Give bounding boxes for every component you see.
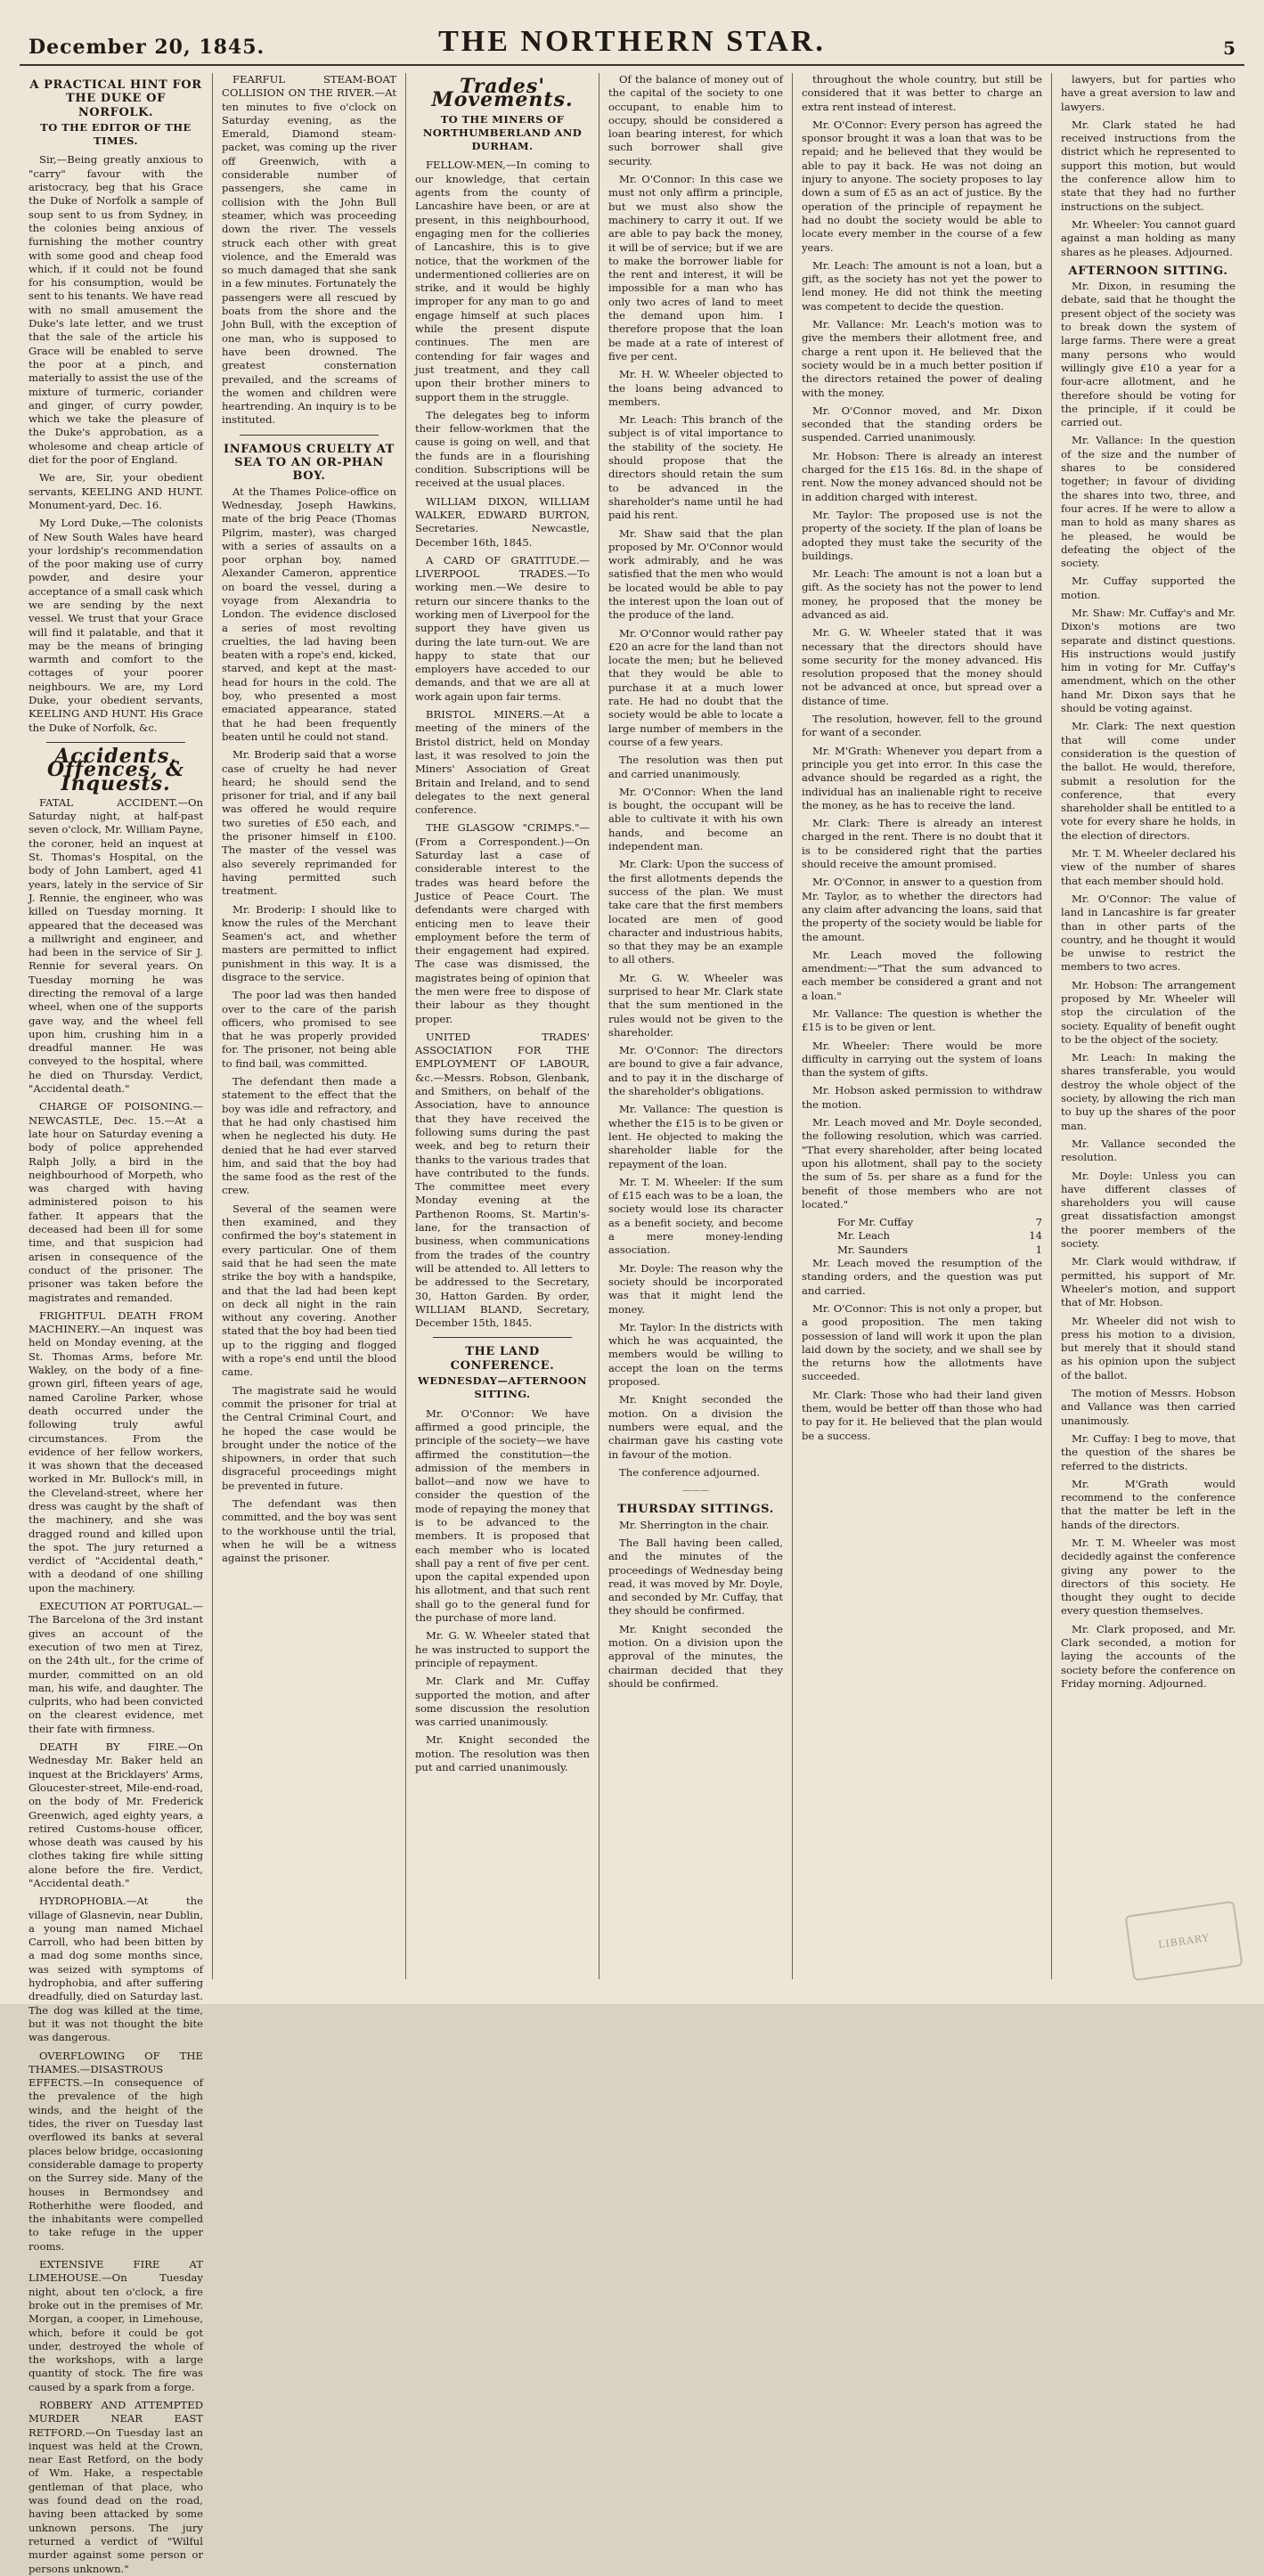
paragraph: The defendant was then committed, and the boy was sent to the workhouse until the trial, when he will be a witness against the prisoner. <box>222 1496 396 1565</box>
paragraph: lawyers, but for parties who have a great aversion to law and lawyers. <box>1061 73 1235 113</box>
issue-date: December 20, 1845. <box>29 36 265 59</box>
paragraph: Mr. Wheeler: You cannot guard against a man holding as many shares as he pleases. Adjourned. <box>1061 217 1235 258</box>
divider <box>433 1337 572 1338</box>
divider <box>46 742 185 743</box>
paragraph: Mr. Vallance: The question is whether the £15 is to be given or lent. He objected to making the shareholder liable for the repayment of the loan. <box>608 1103 783 1170</box>
paragraph: Mr. Leach: This branch of the subject is of vital importance to the stability of the society. He should propose that the directors should retain the sum to be advanced in the shareholder's name until he had paid his rent. <box>608 413 783 522</box>
paragraph: Mr. Vallance seconded the resolution. <box>1061 1137 1235 1164</box>
paragraph: My Lord Duke,—The colonists of New South Wales have heard your lordship's recommendation of the poor making use of curry powder, and desire your acceptance of a small cask which we are sending by the next vessel. We trust that your Grace will find it palatable, and that it may be the means of bringing warmth and comfort to the cottages of your poorer neighbours. We are, my Lord Duke, your obedient servants, KEELING AND HUNT. His Grace the Duke of Norfolk, &c. <box>29 517 203 734</box>
paragraph: Mr. M'Grath would recommend to the conference that the matter be left in the hands of the directors. <box>1061 1477 1235 1531</box>
paragraph: Mr. Sherrington in the chair. <box>619 1518 770 1531</box>
paragraph: Mr. Leach: The amount is not a loan but a gift. As the society has not the power to lend money, he proposed that the money be advanced as aid. <box>802 567 1042 621</box>
paragraph: Mr. H. W. Wheeler objected to the loans being advanced to members. <box>608 368 783 408</box>
article-subhead: WEDNESDAY—AFTERNOON SITTING. <box>418 1374 587 1401</box>
paragraph: Mr. Clark would withdraw, if permitted, his support of Mr. Wheeler's motion, and support that of Mr. Hobson. <box>1061 1255 1235 1309</box>
paragraph: Mr. Knight seconded the motion. The resolution was then put and carried unanimously. <box>415 1733 590 1774</box>
paragraph: Mr. G. W. Wheeler was surprised to hear Mr. Clark state that the sum mentioned in the rules would not be given to the shareholder. <box>608 971 783 1039</box>
paragraph: Mr. Wheeler did not wish to press his motion to a division, but merely that it should stand as his opinion upon the subject of the ballot. <box>1061 1314 1235 1382</box>
paragraph: At the Thames Police-office on Wednesday, Joseph Hawkins, mate of the brig Peace (Thomas Pilgrim, master), was charged with a series of assaults on a poor orphan boy, named Alexander Cameron, apprentice on board the vessel, during a voyage from Alexandria to London. The evidence disclosed a series of most revolting cruelties, the lad having been beaten with a rope's end, kicked, starved, and kept at the mast-head for hours in the cold. The boy, who presented a most emaciated appearance, stated that he had been frequently beaten until he could not stand. <box>222 485 396 743</box>
paragraph: Mr. Taylor: The proposed use is not the property of the society. If the plan of loans be adopted they must take the security of the buildings. <box>802 508 1042 562</box>
paragraph: Mr. Shaw: Mr. Cuffay's and Mr. Dixon's motions are two separate and distinct questions. His instructions would justify him in voting for Mr. Cuffay's amendment, which on the other hand Mr. Dixon says that he should be voting against. <box>1061 606 1235 715</box>
article-headline: A PRACTICAL HINT FOR THE DUKE OF NORFOLK. <box>29 78 202 119</box>
masthead <box>20 20 1244 66</box>
paragraph: Mr. Hobson: The arrangement proposed by Mr. Wheeler will stop the circulation of the society. Equality of benefit ought to be the object of the society. <box>1061 978 1235 1046</box>
paragraph: Sir,—Being greatly anxious to "carry" favour with the aristocracy, beg that his Grace the Duke of Norfolk a sample of soup sent to us from Sydney, in the colonies being anxious of furnishing the mother country with some good and cheap food which, if it could not be found for his consumption, would be sent to his tenants. We have read with no small amusement the Duke's late letter, and we trust that the sale of the article his Grace will be enabled to serve the poor at a pinch, and materially to assist the use of the mixture of turmeric, coriander and ginger, of curry powder, which we take the pleasure of the Duke's approbation, as a wholesome and cheap article of diet for the poor of England. <box>29 153 203 467</box>
paragraph: BRISTOL MINERS.—At a meeting of the miners of the Bristol district, held on Monday last, it was resolved to join the Miners' Association of Great Britain and Ireland, and to send delegates to the next general conference. <box>415 708 590 817</box>
paragraph: Mr. O'Connor: This is not only a proper, but a good proposition. The men taking possession of land will work it upon the plan laid down by the society, and we shall see by the returns how the allotments have succeeded. <box>802 1301 1042 1383</box>
paragraph: The delegates beg to inform their fellow-workmen that the cause is going on well, and that the funds are in a flourishing condition. Subscriptions will be received at the usual places. <box>415 408 590 490</box>
paragraph: We are, Sir, your obedient servants, KEELING AND HUNT. Monument-yard, Dec. 16. <box>29 471 203 511</box>
paragraph: Mr. Dixon, in resuming the debate, said that he thought the present object of the society was to break down the system of large farms. There were a great many persons who would willingly give £10 a year for a four-acre allotment, and he therefore should be voting for the principle, if it could be carried out. <box>1061 280 1235 429</box>
paragraph: Mr. Doyle: Unless you can have different classes of shareholders you will cause great dissatisfaction amongst the poorer members of the society. <box>1061 1169 1235 1251</box>
paragraph: The conference adjourned. <box>619 1465 761 1479</box>
paragraph: HYDROPHOBIA.—At the village of Glasnevin, near Dublin, a young man named Michael Carroll, who had been bitten by a mad dog some months since, was seized with symptoms of hydrophobia, and after suffering dreadfully, died on Saturday last. The dog was killed at the time, but it was not thought the bite was dangerous. <box>29 1895 203 2044</box>
paragraph: WILLIAM DIXON, WILLIAM WALKER, EDWARD BURTON, Secretaries. Newcastle, December 16th, 1845. <box>415 494 590 549</box>
article-headline: AFTERNOON SITTING. <box>1068 264 1228 278</box>
vote-count: 1 <box>1035 1243 1042 1256</box>
paragraph: Mr. Leach: In making the shares transferable, you would destroy the whole object of the society, by allowing the rich man to buy up the shares of the poor man. <box>1061 1051 1235 1132</box>
paragraph: FATAL ACCIDENT.—On Saturday night, at half-past seven o'clock, Mr. William Payne, the coroner, held an inquest at St. Thomas's Hospital, on the body of John Lambert, aged 41 years, lately in the service of Sir J. Rennie, the engineer, who was killed on Tuesday morning. It appeared that the deceased was a millwright and engineer, and had been in the service of Sir J. Rennie for several years. On Tuesday morning he was directing the removal of a large wheel, when one of the supports gave way, and the wheel fell upon him, crushing him in a dreadful manner. He was conveyed to the hospital, where he died on Thursday. Verdict, "Accidental death." <box>29 795 204 1096</box>
paragraph: Mr. Vallance: Mr. Leach's motion was to give the members their allotment free, and charge a rent upon it. He believed that the society would be in a much better position if the directors retained the power of dealing with the money. <box>802 318 1042 399</box>
division-results <box>802 1216 1042 1257</box>
paragraph: Mr. Clark: There is already an interest charged in the rent. There is no doubt that it is to be considered right that the parties should receive the amount promised. <box>802 817 1042 871</box>
paragraph: EXECUTION AT PORTUGAL.—The Barcelona of the 3rd instant gives an account of the execution of two men at Tirez, on the 24th ult., for the crime of murder, committed on an old man, his wife, and daughter. The culprits, who had been convicted on the clearest evidence, met their fate with firmness. <box>29 1600 203 1735</box>
vote-row <box>837 1229 1042 1243</box>
paragraph: Mr. Leach: The amount is not a loan, but a gift, as the society has not yet the power to lend money. He did not think the meeting was competent to decide the question. <box>802 258 1042 313</box>
vote-name: Mr. Leach <box>837 1229 890 1243</box>
newspaper-title: THE NORTHERN STAR. <box>438 25 826 58</box>
paragraph: The magistrate said he would commit the prisoner for trial at the Central Criminal Court, and he hoped the case would be brought under the notice of the shipowners, in order that such disgraceful proceedings might be prevented in future. <box>222 1383 396 1492</box>
paragraph: Mr. O'Connor: The value of land in Lancashire is far greater than in other parts of the country, and he thought it would be unwise to restrict the members to two acres. <box>1061 892 1235 974</box>
paragraph: Mr. Leach moved the following amendment:—"That the sum advanced to each member be considered a grant and not a loan." <box>802 948 1042 1002</box>
paragraph: DEATH BY FIRE.—On Wednesday Mr. Baker held an inquest at the Bricklayers' Arms, Gloucester-street, Mile-end-road, on the body of Mr. Frederick Greenwich, aged eighty years, a retired Customs-house officer, whose death was caused by his clothes taking fire while sitting alone before the fire. Verdict, "Accidental death." <box>29 1740 203 1889</box>
paragraph: Mr. O'Connor: The directors are bound to give a fair advance, and to pay it in the discharge of the shareholder's obligations. <box>608 1044 783 1098</box>
article-headline: INFAMOUS CRUELTY AT SEA TO AN OR-PHAN BOY. <box>224 442 395 484</box>
paragraph: FRIGHTFUL DEATH FROM MACHINERY.—An inquest was held on Monday evening, at the St. Thomas Arms, before Mr. Wakley, on the body of a fine-grown girl, fifteen years of age, named Caroline Parker, whose death occurred under the following truly awful circumstances. From the evidence of her fellow workers, it was shown that the deceased worked in Mr. Bullock's mill, in the Cleveland-street, where her dress was caught by the shaft of the machinery, and she was dragged round and killed upon the spot. The jury returned a verdict of "Accidental death," with a deodand of one shilling upon the machinery. <box>29 1308 203 1594</box>
paragraph: Mr. Clark and Mr. Cuffay supported the motion, and after some discussion the resolution was carried unanimously. <box>415 1675 590 1729</box>
paragraph: Mr. Broderip: I should like to know the rules of the Merchant Seamen's act, and whether masters are permitted to inflict punishment in this way. It is a disgrace to the service. <box>222 902 396 983</box>
paragraph: Mr. Broderip said that a worse case of cruelty he had never heard; he should send the prisoner for trial, and if any bail was offered he would require two sureties of £50 each, and the prisoner himself in £100. The master of the vessel was also severely reprimanded for having permitted such treatment. <box>222 748 396 898</box>
paragraph: The resolution, however, fell to the ground for want of a seconder. <box>802 713 1042 739</box>
paragraph: Mr. Hobson: There is already an interest charged for the £15 16s. 8d. in the shape of rent. Now the money advanced should not be in addition charged with interest. <box>802 449 1042 503</box>
paragraph: The resolution was then put and carried unanimously. <box>608 754 783 780</box>
paragraph: Mr. Knight seconded the motion. On a division upon the approval of the minutes, the chairman decided that they should be confirmed. <box>608 1622 783 1690</box>
paragraph: Of the balance of money out of the capital of the society to one occupant, to enable him to occupy, should be considered a loan bearing interest, for which such borrower shall give security. <box>608 73 783 167</box>
paragraph: Mr. T. M. Wheeler declared his view of the number of shares that each member should hold. <box>1061 847 1235 887</box>
paragraph: Mr. O'Connor, in answer to a question from Mr. Taylor, as to whether the directors had any claim after advancing the loans, said that the property of the society would be liable for the amount. <box>802 876 1042 943</box>
paragraph: Mr. Cuffay: I beg to move, that the question of the shares be referred to the districts. <box>1061 1431 1235 1472</box>
column-3 <box>406 73 599 1979</box>
vote-count: 14 <box>1029 1229 1042 1243</box>
paragraph: UNITED TRADES' ASSOCIATION FOR THE EMPLOYMENT OF LABOUR, &c.—Messrs. Robson, Glenbank, and Smithers, on behalf of the Association, have to announce that they have received the following sums during the past week, and beg to return their thanks to the various trades that have contributed to the funds. The committee meet every Monday evening at the Parthenon Rooms, St. Martin's-lane, for the transaction of business, when communications from the trades of the country will be attended to. All letters to be addressed to the Secretary, 30, Hatton Garden. By order, WILLIAM BLAND, Secretary, December 15th, 1845. <box>415 1030 590 1330</box>
paragraph: Mr. Leach moved and Mr. Doyle seconded, the following resolution, which was carried. "That every shareholder, after being located upon his allotment, shall pay to the society the sum of 5s. per share as a fund for the benefit of those members who are not located." <box>802 1116 1042 1211</box>
paragraph: Mr. Leach moved the resumption of the standing orders, and the question was put and carried. <box>802 1257 1042 1297</box>
column-5 <box>793 73 1052 1979</box>
paragraph: FELLOW-MEN,—In coming to our knowledge, that certain agents from the county of Lancashire have been, or are at present, in this neighbourhood, engaging men for the collieries of Lancashire, this is to give notice, that the workmen of the undermentioned collieries are on strike, and it would be highly improper for any man to go and engage himself at such places while the present dispute continues. The men are contending for fair wages and just treatment, and they call upon their brother miners to support them in the struggle. <box>415 159 590 404</box>
paragraph: Mr. Cuffay supported the motion. <box>1061 575 1235 601</box>
vote-count: 7 <box>1035 1216 1042 1229</box>
vote-row <box>837 1216 1042 1229</box>
paragraph: Mr. Clark: The next question that will come under consideration is the question of the ballot. He would, therefore, submit a resolution for the conference, that every shareholder shall be entitled to a vote for every share he holds, in the election of directors. <box>1061 720 1235 842</box>
paragraph: Mr. O'Connor: Every person has agreed the sponsor brought it was a loan that was to be repaid; and he believed that they would be able to pay it back. He was not doing an injury to anyone. The society proposes to lay down a sum of £5 as an act of justice. By the operation of the principle of repayment he had no doubt the society would be able to locate every member in the course of a few years. <box>802 118 1042 254</box>
paragraph: Mr. M'Grath: Whenever you depart from a principle you get into error. In this case the advance should be regarded as a right, the individual has an inalienable right to receive the money, as he has to receive the land. <box>802 744 1042 811</box>
section-heading: Trades' Movements. <box>431 75 574 112</box>
paragraph: The defendant then made a statement to the effect that the boy was idle and refractory, and that he had only chastised him when he neglected his duty. He denied that he had ever starved him, and said that the boy had the same food as the rest of the crew. <box>222 1075 396 1197</box>
column-1 <box>20 73 213 2575</box>
paragraph: Mr. Clark: Upon the success of the first allotments depends the success of the plan. We must take care that the first members located are men of good character and industrious habits, so that they may be an example to all others. <box>608 858 783 966</box>
column-4 <box>599 73 793 1979</box>
article-subhead: TO THE EDITOR OF THE TIMES. <box>40 120 192 148</box>
article-headline: THE LAND CONFERENCE. <box>450 1345 555 1373</box>
paragraph: THE GLASGOW "CRIMPS."—(From a Correspondent.)—On Saturday last a case of considerable interest to the trades was heard before the Justice of Peace Court. The defendants were charged with enticing men to leave their employment before the term of their engagement had expired. The case was dismissed, the magistrates being of opinion that the men were free to dispose of their labour as they thought proper. <box>415 821 590 1025</box>
paragraph: Mr. Taylor: In the districts with which he was acquainted, the members would be willing to accept the loan on the terms proposed. <box>608 1320 783 1389</box>
section-heading: Accidents, Offences, & Inquests. <box>46 744 185 795</box>
paragraph: Mr. T. M. Wheeler was most decidedly against the conference giving any power to the directors of this society. He thought they ought to decide every question themselves. <box>1061 1536 1235 1618</box>
paragraph: FEARFUL STEAM-BOAT COLLISION ON THE RIVER.—At ten minutes to five o'clock on Saturday evening, as the Emerald, Diamond steam-packet, was coming up the river off Greenwich, with a considerable number of passengers, she came in collision with the John Bull steamer, which was proceeding down the river. The vessels struck each other with great violence, and the Emerald was so much damaged that she sank in a few minutes. Fortunately the passengers were all rescued by boats from the shore and the John Bull, with the exception of one man, who is supposed to have been drowned. The greatest consternation prevailed, and the screams of the women and children were heartrending. An inquiry is to be instituted. <box>222 73 396 427</box>
paragraph: Mr. Clark stated he had received instructions from the district which he represented to support this motion, but would the conference allow him to state that they had no further instructions on the subject. <box>1061 118 1235 213</box>
paragraph: Mr. Vallance: In the question of the size and the number of shares to be considered together; in favour of dividing the shares into two, three, and four acres. If he were to allow a man to hold as many shares as he pleased, he would be defeating the object of the society. <box>1061 434 1235 570</box>
paragraph: Mr. Hobson asked permission to withdraw the motion. <box>802 1084 1042 1111</box>
paragraph: The poor lad was then handed over to the care of the parish officers, who promised to see that he was properly provided for. The prisoner, not being able to find bail, was committed. <box>222 989 396 1070</box>
paragraph: Mr. Wheeler: There would be more difficulty in carrying out the system of loans than the system of gifts. <box>802 1039 1042 1080</box>
page-number: 5 <box>1223 37 1235 59</box>
paragraph: CHARGE OF POISONING.—NEWCASTLE, Dec. 15.—At a late hour on Saturday evening a body of police apprehended Ralph Jolly, a bird in the neighbourhood of Morpeth, who was charged with having administered poison to his father. It appears that the deceased had been ill for some time, and that suspicion had arisen in consequence of the conduct of the prisoner. The prisoner was taken before the magistrates and remanded. <box>29 1100 203 1304</box>
paragraph: Mr. O'Connor: When the land is bought, the occupant will be able to cultivate it with his own hands, and become an independent man. <box>608 785 783 853</box>
paragraph: Mr. Shaw said that the plan proposed by Mr. O'Connor would work admirably, and he was satisfied that the men who would be located would be able to pay the interest upon the loan out of the produce of the land. <box>608 526 783 622</box>
vote-name: For Mr. Cuffay <box>837 1216 914 1229</box>
paragraph: Mr. Clark proposed, and Mr. Clark seconded, a motion for laying the accounts of the society before the conference on Friday morning. Adjourned. <box>1061 1622 1235 1690</box>
paragraph: Mr. G. W. Wheeler stated that it was necessary that the directors should have some security for the money advanced. His resolution proposed that the money should not be advanced at once, but spread over a distance of time. <box>802 626 1042 707</box>
column-2 <box>213 73 406 1979</box>
paragraph: Mr. O'Connor would rather pay £20 an acre for the land than not locate the men; but he believed that they would be able to purchase it at a much lower rate. He had no doubt that the society would be able to locate a large number of members in the course of a few years. <box>608 626 783 748</box>
paragraph: ROBBERY AND ATTEMPTED MURDER NEAR EAST RETFORD.—On Tuesday last an inquest was held at the Crown, near East Retford, on the body of Wm. Hake, a respectable gentleman of that place, who was found dead on the road, having been attacked by some unknown persons. The jury returned a verdict of "Wilful murder against some person or persons unknown." <box>29 2398 203 2575</box>
paragraph: Mr. Vallance: The question is whether the £15 is to be given or lent. <box>802 1007 1042 1034</box>
divider <box>240 435 379 436</box>
divider: ——— <box>682 1486 709 1496</box>
paragraph: throughout the whole country, but still be considered that it was better to charge an extra rent instead of interest. <box>802 73 1042 113</box>
paragraph: Mr. Doyle: The reason why the society should be incorporated was that it might lend the money. <box>608 1261 783 1316</box>
paragraph: EXTENSIVE FIRE AT LIMEHOUSE.—On Tuesday night, about ten o'clock, a fire broke out in the premises of Mr. Morgan, a cooper, in Limehouse, which, before it could be got under, destroyed the whole of the workshops, with a large quantity of stock. The fire was caused by a spark from a forge. <box>29 2258 203 2393</box>
columns <box>20 73 1244 2575</box>
vote-name: Mr. Saunders <box>837 1243 909 1256</box>
paragraph: Mr. Knight seconded the motion. On a division the numbers were equal, and the chairman gave his casting vote in favour of the motion. <box>608 1393 783 1461</box>
paragraph: Mr. O'Connor: In this case we must not only affirm a principle, but we must also show the machinery to carry it out. If we are able to pay back the money, it will be of service; but if we are to make the borrower liable for the rent and interest, it will be impossible for a man who has only two acres of land to meet the demand upon him. I therefore propose that the loan be made at a rate of interest of five per cent. <box>608 173 783 363</box>
paragraph: Several of the seamen were then examined, and they confirmed the boy's statement in every particular. One of them said that he had seen the mate strike the boy with a handspike, and that the lad had been kept on deck all night in the rain without any covering. Another stated that the boy had been tied up to the rigging and flogged with a rope's end until the blood came. <box>222 1202 396 1379</box>
paragraph: The motion of Messrs. Hobson and Vallance was then carried unanimously. <box>1061 1387 1235 1427</box>
paragraph: A CARD OF GRATITUDE.—LIVERPOOL TRADES.—To working men.—We desire to return our sincere thanks to the working men of Liverpool for the support they have given us during the late turn-out. We are happy to state that our employers have acceded to our demands, and that we are all at work again upon fair terms. <box>415 553 590 703</box>
paragraph: OVERFLOWING OF THE THAMES.—DISASTROUS EFFECTS.—In consequence of the prevalence of the high winds, and the height of the tides, the river on Tuesday last overflowed its banks at several places below bridge, occasioning considerable damage to property on the Surrey side. Many of the houses in Bermondsey and Rotherhithe were flooded, and the inhabitants were compelled to take refuge in the upper rooms. <box>29 2049 203 2253</box>
article-headline: THURSDAY SITTINGS. <box>617 1503 774 1517</box>
paragraph: Mr. O'Connor moved, and Mr. Dixon seconded that the standing orders be suspended. Carried unanimously. <box>802 404 1042 444</box>
paragraph: Mr. O'Connor: We have affirmed a good principle, the principle of the society—we have affirmed the constitution—the admission of the members in ballot—and now we have to consider the question of the mode of repaying the money that is to be advanced to the members. It is proposed that each member who is located shall pay a rent of five per cent. upon the capital expended upon his allotment, and that such rent shall go to the general fund for the purchase of more land. <box>415 1406 590 1625</box>
paragraph: Mr. T. M. Wheeler: If the sum of £15 each was to be a loan, the society would lose its character as a benefit society, and become a mere money-lending association. <box>608 1175 783 1257</box>
paragraph: The Ball having been called, and the minutes of the proceedings of Wednesday being read, it was moved by Mr. Doyle, and seconded by Mr. Cuffay, that they should be confirmed. <box>608 1536 783 1618</box>
paragraph: Mr. G. W. Wheeler stated that he was instructed to support the principle of repayment. <box>415 1629 590 1669</box>
library-stamp: LIBRARY <box>1124 1901 1243 1982</box>
article-subhead: TO THE MINERS OF NORTHUMBERLAND AND DURHAM. <box>422 112 583 153</box>
vote-row <box>837 1243 1042 1257</box>
column-6 <box>1052 73 1244 1979</box>
paragraph: Mr. Clark: Those who had their land given them, would be better off than those who had to pay for it. He believed that the plan would be a success. <box>802 1388 1042 1442</box>
